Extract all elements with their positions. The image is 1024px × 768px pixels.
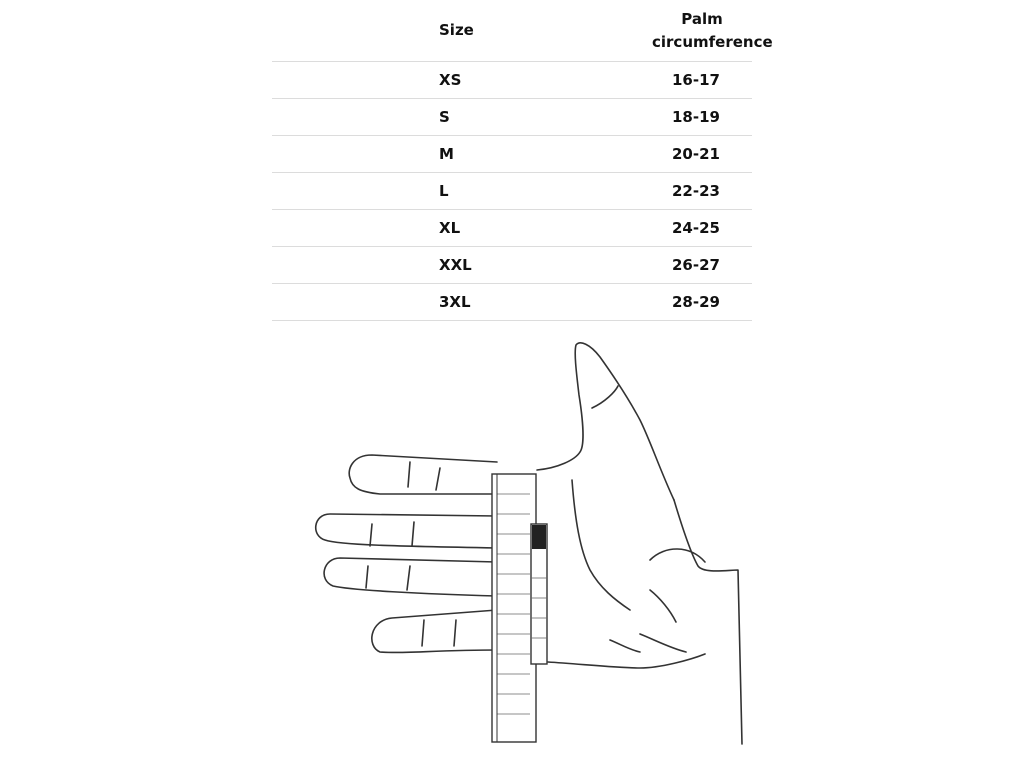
size-cell: XS (272, 62, 652, 99)
hand-measuring-tape-icon (300, 335, 760, 755)
table-row (272, 210, 752, 247)
palm-cell: 22-23 (652, 173, 752, 210)
size-cell: S (272, 99, 652, 136)
header-palm-line1: Palm (681, 9, 723, 28)
palm-cell: 20-21 (652, 136, 752, 173)
table-header-row (272, 0, 752, 62)
size-cell: XXL (272, 247, 652, 284)
table-row (272, 136, 752, 173)
header-size: Size (272, 0, 652, 62)
size-cell: XL (272, 210, 652, 247)
table-row (272, 99, 752, 136)
palm-cell: 18-19 (652, 99, 752, 136)
size-cell: L (272, 173, 652, 210)
size-cell: M (272, 136, 652, 173)
size-cell: 3XL (272, 284, 652, 321)
table-row (272, 62, 752, 99)
table-row (272, 173, 752, 210)
palm-cell: 16-17 (652, 62, 752, 99)
size-chart-table (272, 0, 773, 321)
palm-cell: 26-27 (652, 247, 752, 284)
palm-cell: 28-29 (652, 284, 752, 321)
table-row (272, 247, 752, 284)
header-palm-circumference (652, 0, 773, 62)
header-palm-line2: circumference (652, 32, 773, 51)
palm-cell: 24-25 (652, 210, 752, 247)
table-row (272, 284, 752, 321)
